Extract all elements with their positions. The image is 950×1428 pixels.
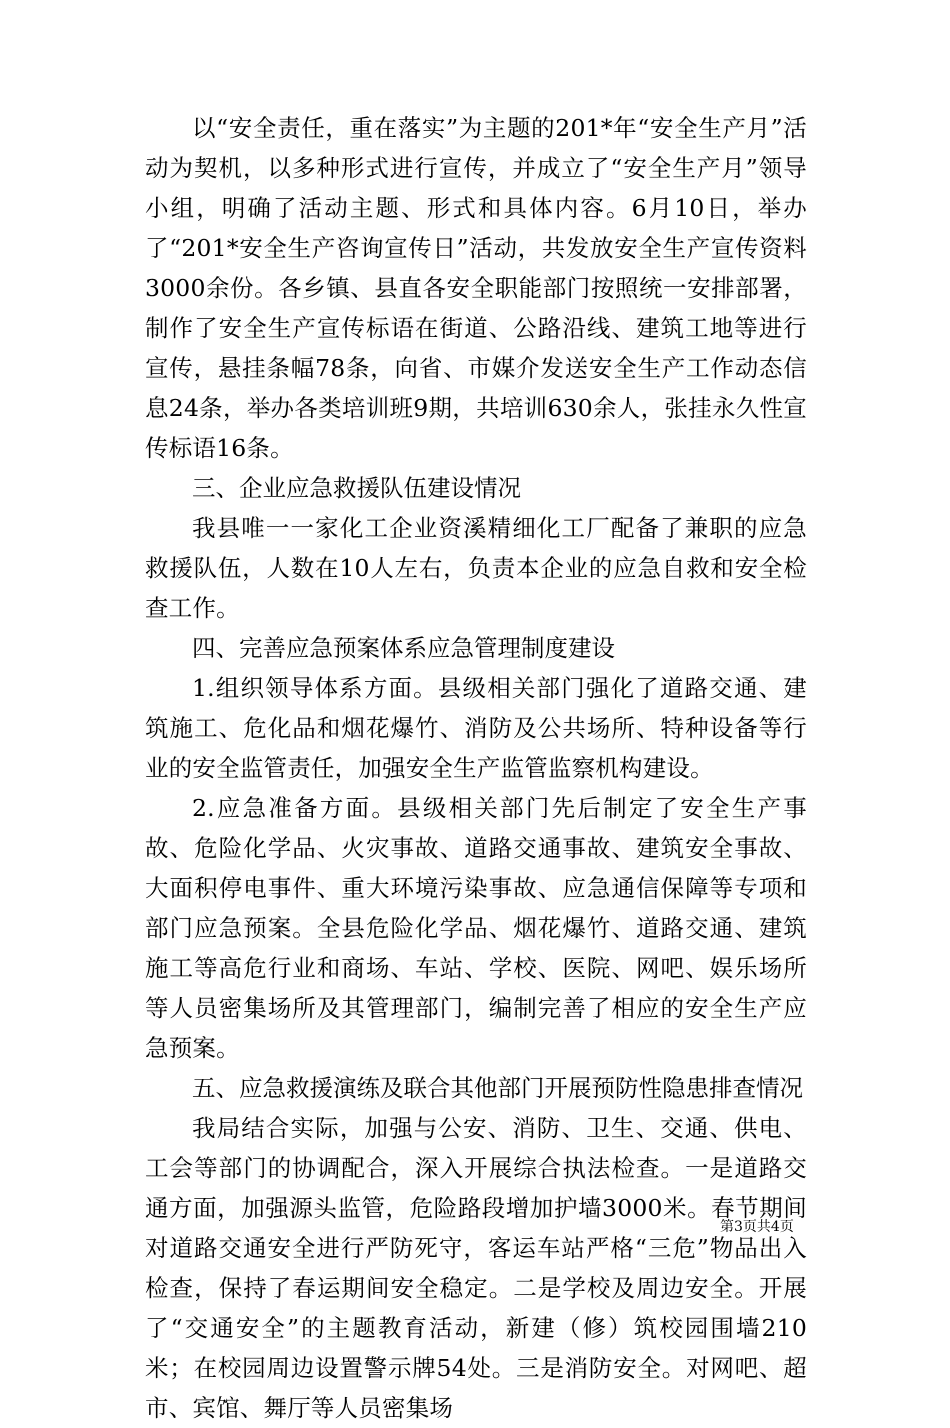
paragraph-rescue-team: 我县唯一一家化工企业资溪精细化工厂配备了兼职的应急救援队伍，人数在10人左右，负责本企业的应急自救和安全检查工作。 [145,514,807,622]
paragraph-emergency-preparation: 2.应急准备方面。县级相关部门先后制定了安全生产事故、危险化学品、火灾事故、道路交通事故、建筑安全事故、大面积停电事件、重大环境污染事故、应急通信保障等专项和部门应急预案。全县危险化学品、烟花爆竹、道路交通、建筑施工等高危行业和商场、车站、学校、医院、网吧、娱乐场所等人员密集场所及其管理部门，编制完善了相应的安全生产应急预案。 [145,794,807,1062]
section-heading-3: 三、企业应急救援队伍建设情况 [192,474,521,502]
page-number-footer: 第3页共4页 [720,1219,794,1235]
section-heading-5: 五、应急救援演练及联合其他部门开展预防性隐患排查情况 [192,1074,803,1102]
paragraph-joint-inspection: 我局结合实际，加强与公安、消防、卫生、交通、供电、工会等部门的协调配合，深入开展综合执法检查。一是道路交通方面，加强源头监管，危险路段增加护墙3000米。春节期间对道路交通安全进行严防死守，客运车站严格“三危”物品出入检查，保持了春运期间安全稳定。二是学校及周边安全。开展了“交通安全”的主题教育活动，新建（修）筑校园围墙210米；在校园周边设置警示牌54处。三是消防安全。对网吧、超市、宾馆、舞厅等人员密集场 [145,1114,807,1422]
document-body [145,108,807,1428]
paragraph-publicity: 以“安全责任，重在落实”为主题的201*年“安全生产月”活动为契机，以多种形式进行宣传，并成立了“安全生产月”领导小组，明确了活动主题、形式和具体内容。6月10日，举办了“201*安全生产咨询宣传日”活动，共发放安全生产宣传资料3000余份。各乡镇、县直各安全职能部门按照统一安排部署，制作了安全生产宣传标语在街道、公路沿线、建筑工地等进行宣传，悬挂条幅78条，向省、市媒介发送安全生产工作动态信息24条，举办各类培训班9期，共培训630余人，张挂永久性宣传标语16条。 [145,114,807,462]
section-heading-4: 四、完善应急预案体系应急管理制度建设 [192,634,615,662]
paragraph-leadership-system: 1.组织领导体系方面。县级相关部门强化了道路交通、建筑施工、危化品和烟花爆竹、消防及公共场所、特种设备等行业的安全监管责任，加强安全生产监管监察机构建设。 [145,674,807,782]
